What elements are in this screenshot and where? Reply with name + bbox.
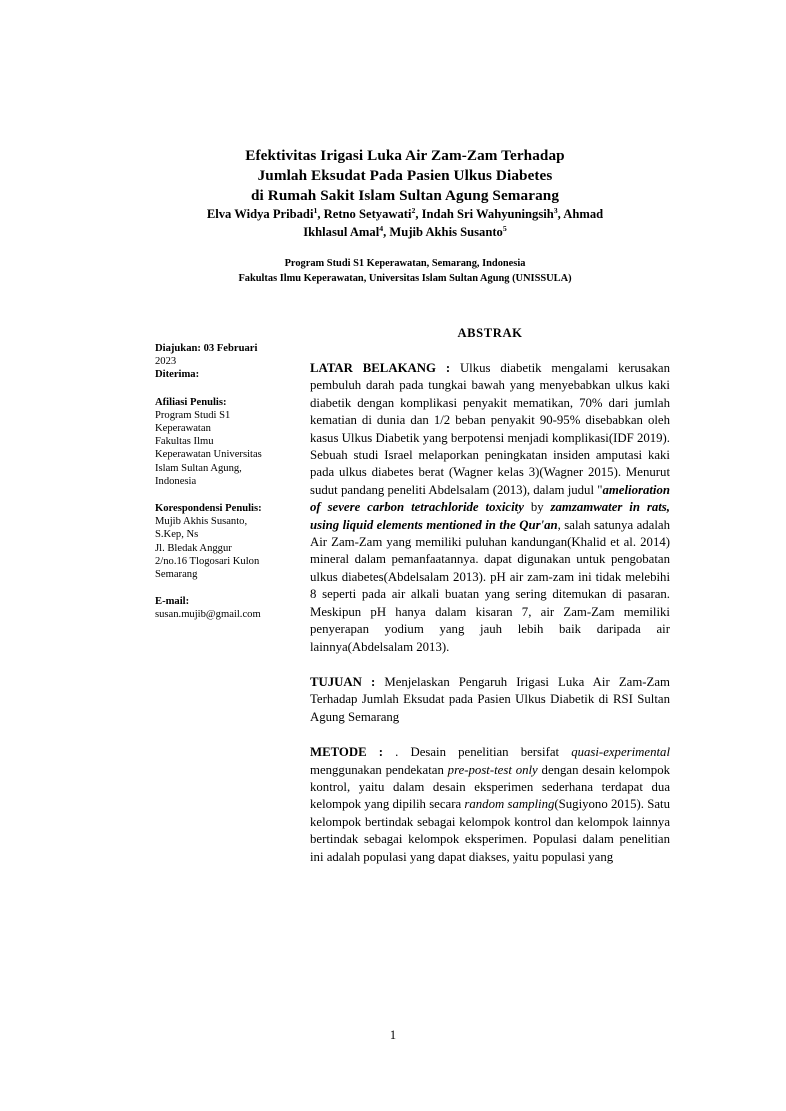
- author-name-4b: Ikhlasul Amal: [303, 224, 380, 239]
- section-label-objective: TUJUAN :: [310, 674, 376, 689]
- author-line-2: [155, 224, 655, 241]
- background-italic-2: zamzamwater in rats, using liquid elements mentioned in the Qur'an: [310, 500, 670, 532]
- affiliation-heading: Afiliasi Penulis:: [155, 396, 227, 408]
- sidebar-affiliation: [155, 396, 295, 488]
- affiliation-center-line-1: Program Studi S1 Keperawatan, Semarang, Indonesia: [284, 258, 526, 270]
- title-block: [155, 146, 655, 286]
- sidebar-correspondence: [155, 502, 295, 581]
- correspondence-line: 2/no.16 Tlogosari Kulon: [155, 555, 260, 567]
- author-name-5: , Mujib Akhis Susanto: [383, 224, 503, 239]
- section-label-background: LATAR BELAKANG :: [310, 361, 451, 375]
- abstract-column: [310, 326, 670, 866]
- affiliation-line: Fakultas Ilmu: [155, 436, 214, 448]
- title-line-1: Efektivitas Irigasi Luka Air Zam-Zam Terhadap: [245, 147, 565, 164]
- author-affil-marker-3: 3: [553, 206, 558, 216]
- sidebar-email: [155, 595, 295, 621]
- abstract-section-method: [310, 744, 670, 866]
- affiliation-line: Keperawatan Universitas: [155, 449, 262, 461]
- submitted-year: 2023: [155, 356, 177, 368]
- author-affil-marker-2: 2: [411, 206, 416, 216]
- author-affil-marker-4: 4: [379, 223, 384, 233]
- correspondence-heading: Korespondensi Penulis:: [155, 503, 262, 515]
- background-text-2: by: [523, 500, 551, 515]
- correspondence-line: Mujib Akhis Susanto,: [155, 516, 248, 528]
- page-title: [155, 146, 655, 205]
- affiliation-line: Program Studi S1: [155, 409, 231, 421]
- correspondence-line: Jl. Bledak Anggur: [155, 542, 232, 554]
- method-text-2: menggunakan pendekatan: [310, 762, 448, 777]
- author-name-3: , Indah Sri Wahyuningsih: [415, 207, 554, 222]
- method-text-3: dengan desain kelompok kontrol, yaitu dalam desain eksperimen sederhana terdapat dua kelompok yang dipilih secara: [310, 762, 670, 812]
- submitted-date: Diajukan: 03 Februari: [155, 343, 258, 354]
- affiliation-line: Keperawatan: [155, 423, 211, 435]
- affiliation-center-line-2: Fakultas Ilmu Keperawatan, Universitas Islam Sultan Agung (UNISSULA): [238, 272, 572, 284]
- background-text-1: Ulkus diabetik mengalami kerusakan pembuluh darah pada tungkai bawah yang menyebabkan ulkus kaki diabetik dengan komplikasi penyakit mematikan, 70% dari jumlah kematian di dunia dan 1/2 beban penyakit 90-95% disebabkan oleh kasus Ulkus Diabetik yang berpotensi menjadi komplikasi(IDF 2019). Sebuah studi Israel melaporkan peningkatan insiden amputasi kaki pada ulkus diabetes berat (Wagner kelas 3)(Wagner 2015). Menurut sudut pandang peneliti Abdelsalam (2013), dalam judul ": [310, 361, 670, 497]
- sidebar-dates: [155, 342, 295, 382]
- affiliation-center: [155, 257, 655, 286]
- background-text-3: , salah satunya adalah Air Zam-Zam yang memiliki puluhan kandungan(Khalid et al. 2014) mineral dalam pemanfaatannya. dapat digunakan untuk pengobatan ulkus diabetes(Abdelsalam 2013). pH air zam-zam ini tidak melebihi 8 seperti pada air alkali buatan yang sering ditemukan di pasaran. Meskipun pH hanya dalam kisaran 7, air Zam-Zam memiliki penyerapan yodium yang jauh lebih baik daripada air lainnya(Abdelsalam 2013).: [310, 517, 670, 654]
- title-line-3: di Rumah Sakit Islam Sultan Agung Semarang: [250, 186, 560, 204]
- email-address[interactable]: susan.mujib@gmail.com: [155, 609, 261, 621]
- author-name-2: , Retno Setyawati: [317, 207, 412, 222]
- method-italic-2: pre-post-test only: [447, 762, 538, 777]
- affiliation-line: Indonesia: [155, 475, 197, 487]
- author-name-1: Elva Widya Pribadi: [206, 207, 314, 222]
- background-italic-1: amelioration of severe carbon tetrachloride toxicity: [310, 482, 670, 515]
- method-text-1: . Desain penelitian bersifat: [383, 745, 572, 760]
- author-name-4a: , Ahmad: [557, 207, 604, 222]
- correspondence-line: Semarang: [155, 569, 198, 581]
- page-number: 1: [389, 1028, 397, 1042]
- objective-text-1: Menjelaskan Pengaruh Irigasi Luka Air Zam-Zam Terhadap Jumlah Eksudat pada Pasien Ulkus Diabetik di RSI Sultan Agung Semarang: [310, 674, 670, 724]
- abstract-section-background: [310, 360, 670, 656]
- abstract-section-objective: [310, 674, 670, 726]
- affiliation-line: Islam Sultan Agung,: [155, 462, 242, 474]
- method-italic-1: quasi-experimental: [571, 745, 670, 760]
- author-list: [155, 206, 655, 241]
- author-affil-marker-5: 5: [502, 223, 507, 233]
- author-line-1: [155, 206, 655, 223]
- title-line-2: Jumlah Eksudat Pada Pasien Ulkus Diabetes: [257, 166, 553, 184]
- method-text-4: (Sugiyono 2015). Satu kelompok bertindak sebagai kelompok kontrol dan kelompok lainnya bertindak sebagai kelompok eksperimen. Populasi dalam penelitian ini adalah populasi yang dapat diakses, yaitu populasi yang: [310, 797, 670, 864]
- abstract-heading: ABSTRAK: [457, 326, 523, 340]
- section-label-method: METODE :: [310, 745, 384, 760]
- author-affil-marker-1: 1: [313, 206, 318, 216]
- method-italic-3: random sampling: [464, 797, 555, 812]
- accepted-label: Diterima:: [155, 369, 200, 381]
- sidebar-metadata: [155, 342, 295, 622]
- email-heading: E-mail:: [155, 596, 190, 608]
- correspondence-line: S.Kep, Ns: [155, 529, 199, 541]
